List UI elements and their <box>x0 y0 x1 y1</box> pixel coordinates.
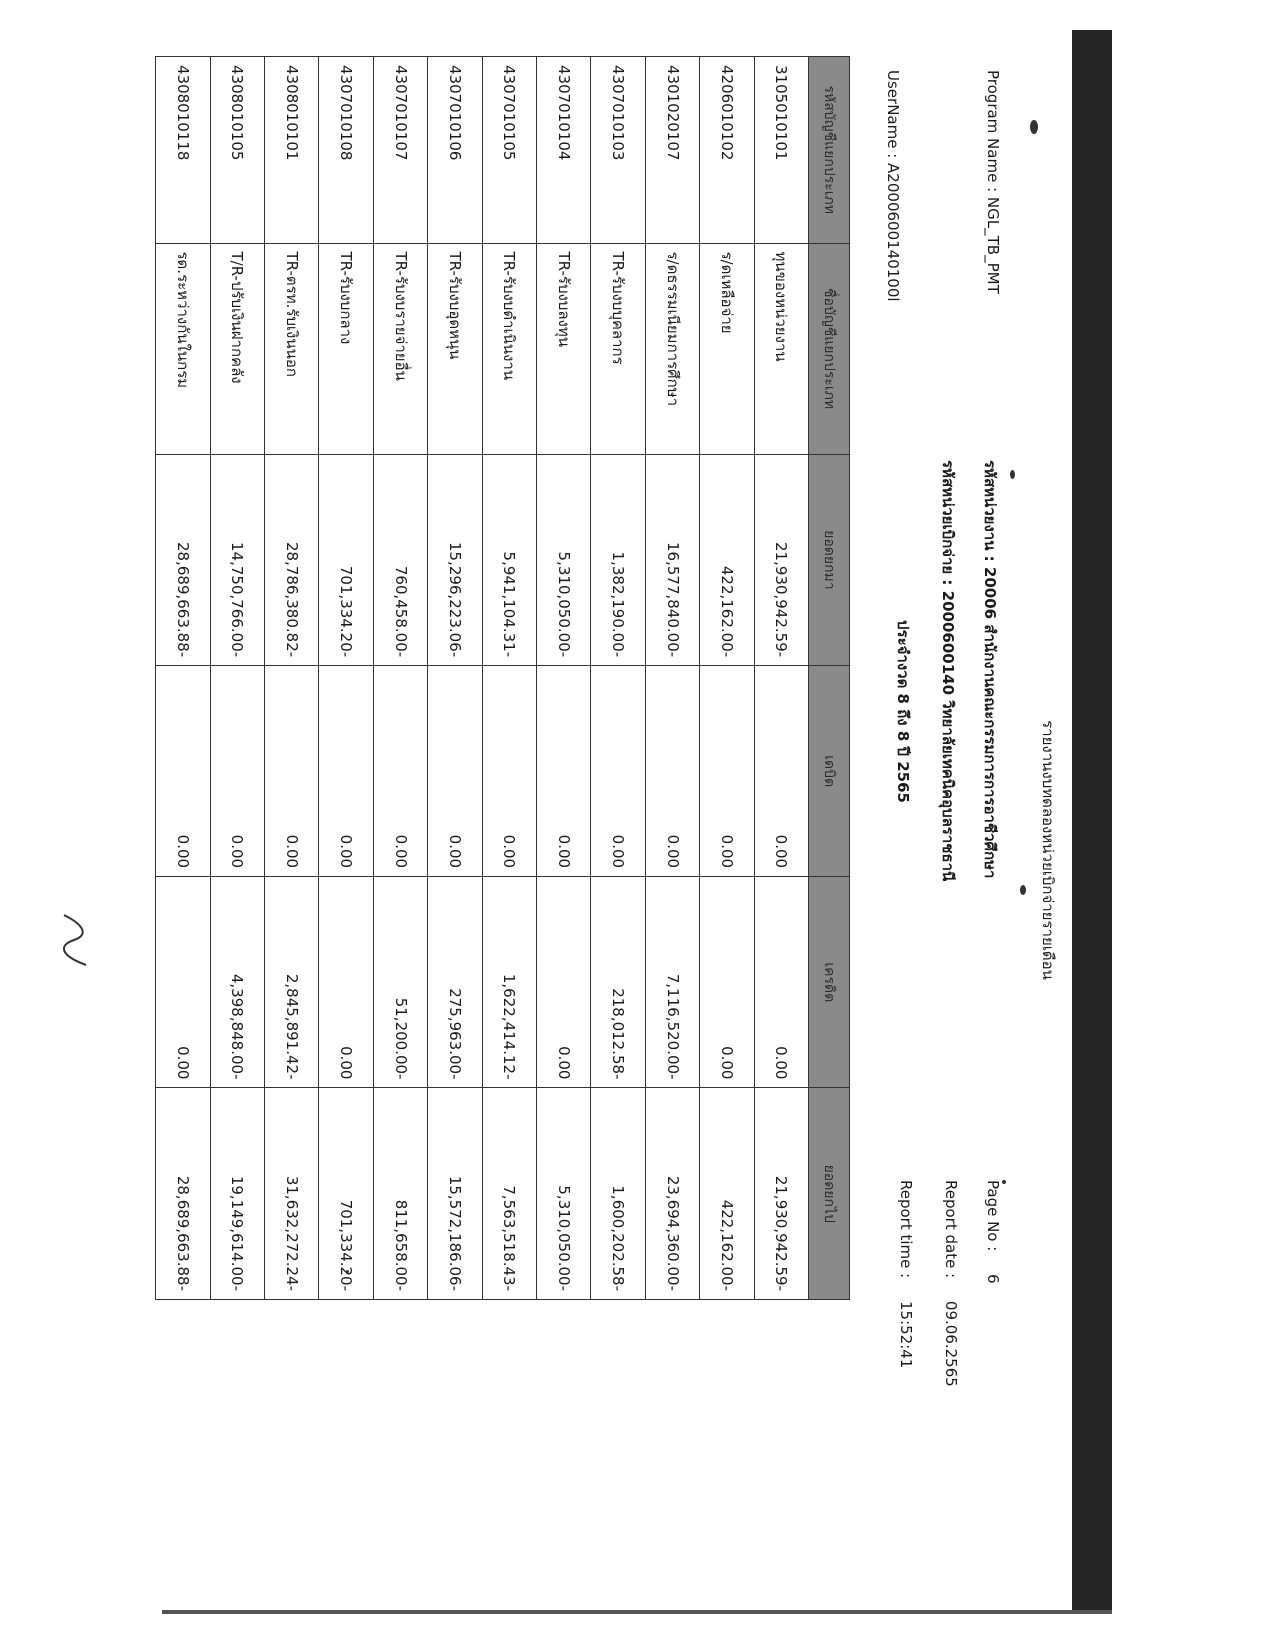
carried-forward: 19,149,614.00- <box>210 1088 264 1300</box>
account-name: TR-รับงบกลาง <box>319 243 373 454</box>
account-code: 4307010103 <box>591 57 645 244</box>
carried-forward: 422,162.00- <box>700 1088 754 1300</box>
account-code: 4307010106 <box>428 57 482 244</box>
credit: 0.00 <box>754 877 808 1088</box>
report-time-label: Report time : <box>897 1180 915 1279</box>
report-date <box>942 1180 960 1387</box>
credit: 0.00 <box>319 877 373 1088</box>
brought-forward: 422,162.00- <box>700 454 754 665</box>
column-header: ชื่อบัญชีแยกประเภท <box>809 243 850 454</box>
user-label: UserName : <box>884 70 902 159</box>
debit: 0.00 <box>319 666 373 877</box>
brought-forward: 16,577,840.00- <box>645 454 699 665</box>
table-row <box>754 57 808 1300</box>
account-name: T/R-ปรับเงินฝากคลัง <box>210 243 264 454</box>
account-name: รด.ระหว่างกันในกรม <box>156 243 210 454</box>
report-date-value: 09.06.2565 <box>942 1300 960 1387</box>
account-code: 3105010101 <box>754 57 808 244</box>
carried-forward: 1,600,202.58- <box>591 1088 645 1300</box>
account-name: ร/ดธรรมเนียมการศึกษา <box>645 243 699 454</box>
account-name: TR-รับงบลงทุน <box>537 243 591 454</box>
carried-forward: 701,334.20- <box>319 1088 373 1300</box>
account-code: 4301020107 <box>645 57 699 244</box>
carried-forward: 28,689,663.88- <box>156 1088 210 1300</box>
carried-forward: 21,930,942.59- <box>754 1088 808 1300</box>
brought-forward: 14,750,766.00- <box>210 454 264 665</box>
debit: 0.00 <box>428 666 482 877</box>
program-value: NGL_TB_PMT <box>984 196 1002 294</box>
credit: 275,963.00- <box>428 877 482 1088</box>
table-row <box>428 57 482 1300</box>
program-name <box>984 70 1002 294</box>
table-row <box>319 57 373 1300</box>
table-row <box>373 57 427 1300</box>
brought-forward: 28,786,380.82- <box>265 454 319 665</box>
credit: 218,012.58- <box>591 877 645 1088</box>
carried-forward: 23,694,360.00- <box>645 1088 699 1300</box>
account-code: 4307010104 <box>537 57 591 244</box>
column-header: รหัสบัญชีแยกประเภท <box>809 57 850 244</box>
debit: 0.00 <box>591 666 645 877</box>
debit: 0.00 <box>265 666 319 877</box>
table-row <box>700 57 754 1300</box>
carried-forward: 7,563,518.43- <box>482 1088 536 1300</box>
report-date-label: Report date : <box>942 1180 960 1279</box>
column-header: เดบิต <box>809 666 850 877</box>
table-row <box>537 57 591 1300</box>
account-code: 4206010102 <box>700 57 754 244</box>
account-name: ร/ดเหลือจ่าย <box>700 243 754 454</box>
disb-label: รหัสหน่วยเบิกจ่าย : <box>939 460 957 586</box>
brought-forward: 760,458.00- <box>373 454 427 665</box>
table-row <box>591 57 645 1300</box>
page-label: Page No : <box>984 1180 1002 1252</box>
column-header: เครดิต <box>809 877 850 1088</box>
report-title: รายงานงบทดลองหน่วยเบิกจ่ายรายเดือน <box>1039 720 1057 980</box>
credit: 0.00 <box>700 877 754 1088</box>
disb-value: 2000600140 วิทยาลัยเทคนิคอุบลราชธานี <box>939 590 957 882</box>
carried-forward: 15,572,186.06- <box>428 1088 482 1300</box>
credit: 51,200.00- <box>373 877 427 1088</box>
agency-code <box>978 460 1002 878</box>
disbursement-unit <box>936 460 960 881</box>
debit: 0.00 <box>537 666 591 877</box>
page-number <box>984 1180 1002 1284</box>
table-row <box>210 57 264 1300</box>
report-time <box>897 1180 915 1368</box>
account-name: TR-รับงบอุดหนุน <box>428 243 482 454</box>
username <box>884 70 902 302</box>
brought-forward: 21,930,942.59- <box>754 454 808 665</box>
brought-forward: 701,334.20- <box>319 454 373 665</box>
credit: 2,845,891.42- <box>265 877 319 1088</box>
account-code: 4308010118 <box>156 57 210 244</box>
brought-forward: 5,941,104.31- <box>482 454 536 665</box>
account-code: 4308010105 <box>210 57 264 244</box>
carried-forward: 31,632,272.24- <box>265 1088 319 1300</box>
column-header: ยอดยกมา <box>809 454 850 665</box>
table-row <box>156 57 210 1300</box>
table-row <box>482 57 536 1300</box>
table-row <box>645 57 699 1300</box>
edge-line <box>162 1610 1112 1614</box>
brought-forward: 28,689,663.88- <box>156 454 210 665</box>
credit: 4,398,848.00- <box>210 877 264 1088</box>
report-period: ประจำงวด 8 ถึง 8 ปี 2565 <box>894 620 912 803</box>
debit: 0.00 <box>156 666 210 877</box>
debit: 0.00 <box>210 666 264 877</box>
debit: 0.00 <box>373 666 427 877</box>
credit: 0.00 <box>537 877 591 1088</box>
trial-balance-table <box>155 56 850 1300</box>
carried-forward: 811,658.00- <box>373 1088 427 1300</box>
account-code: 4307010105 <box>482 57 536 244</box>
brought-forward: 15,296,223.06- <box>428 454 482 665</box>
program-label: Program Name : <box>984 70 1002 193</box>
debit: 0.00 <box>754 666 808 877</box>
credit: 7,116,520.00- <box>645 877 699 1088</box>
account-code: 4307010107 <box>373 57 427 244</box>
report-time-value: 15:52:41 <box>897 1300 915 1369</box>
page-value: 6 <box>984 1274 1002 1284</box>
account-name: TR-รับงบบุคลากร <box>591 243 645 454</box>
credit: 1,622,414.12- <box>482 877 536 1088</box>
account-name: TR-รับงบดำเนินงาน <box>482 243 536 454</box>
account-name: TR-รับงบรายจ่ายอื่น <box>373 243 427 454</box>
signature-mark <box>54 910 94 970</box>
brought-forward: 1,382,190.00- <box>591 454 645 665</box>
account-name: TR-ตรท.รับเงินนอก <box>265 243 319 454</box>
debit: 0.00 <box>482 666 536 877</box>
agency-label: รหัสหน่วยงาน : <box>981 460 999 562</box>
column-header: ยอดยกไป <box>809 1088 850 1300</box>
debit: 0.00 <box>645 666 699 877</box>
carried-forward: 5,310,050.00- <box>537 1088 591 1300</box>
account-name: ทุนของหน่วยงาน <box>754 243 808 454</box>
report-sheet <box>162 30 1112 1610</box>
debit: 0.00 <box>700 666 754 877</box>
user-value: A2000600140100l <box>884 163 902 302</box>
account-code: 4308010101 <box>265 57 319 244</box>
table-header-row <box>809 57 850 1300</box>
brought-forward: 5,310,050.00- <box>537 454 591 665</box>
header-bar <box>1072 30 1112 1610</box>
account-code: 4307010108 <box>319 57 373 244</box>
credit: 0.00 <box>156 877 210 1088</box>
table-row <box>265 57 319 1300</box>
agency-value: 20006 สำนักงานคณะกรรมการการอาชีวศึกษา <box>981 566 999 879</box>
